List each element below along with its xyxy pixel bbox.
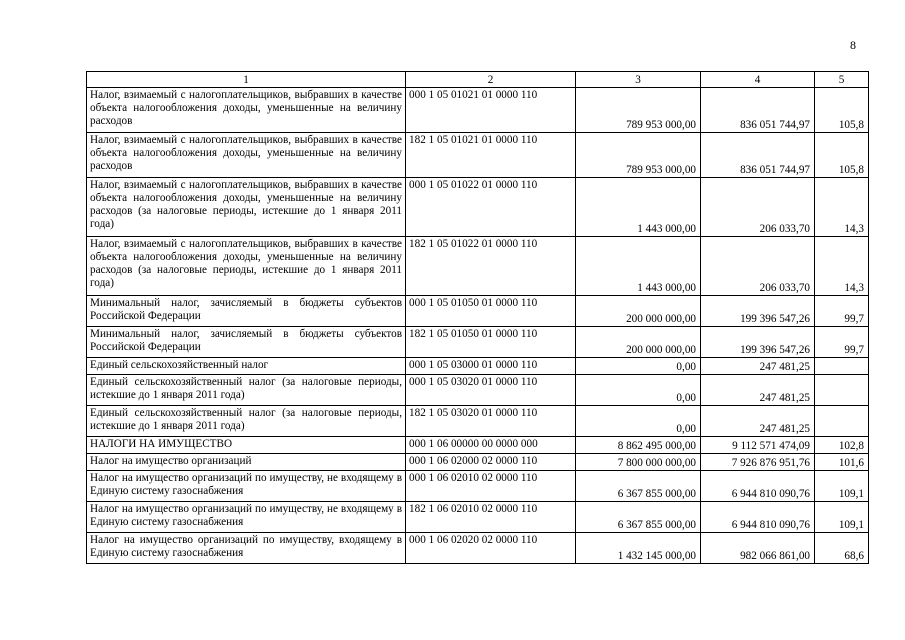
row-name-cell: Единый сельскохозяйственный налог [87, 358, 406, 375]
row-code-cell: 182 1 06 02010 02 0000 110 [406, 502, 576, 533]
table-row [87, 358, 869, 375]
row-name-cell: Налог на имущество организаций по имуществу, не входящему в Единую систему газоснабжения [87, 471, 406, 502]
page-number: 8 [850, 38, 856, 52]
table-header-row [87, 72, 869, 88]
table-row [87, 133, 869, 178]
row-actual-cell: 6 944 810 090,76 [701, 502, 815, 533]
row-actual-cell: 199 396 547,26 [701, 296, 815, 327]
row-percent-cell: 102,8 [815, 437, 869, 454]
row-name-cell: Налог на имущество организаций по имуществу, входящему в Единую систему газоснабжения [87, 533, 406, 564]
row-code-cell: 000 1 06 02020 02 0000 110 [406, 533, 576, 564]
row-percent-cell: 109,1 [815, 471, 869, 502]
row-code-cell: 000 1 05 03000 01 0000 110 [406, 358, 576, 375]
row-name-cell: Минимальный налог, зачисляемый в бюджеты субъектов Российской Федерации [87, 296, 406, 327]
row-plan-cell: 200 000 000,00 [576, 296, 701, 327]
row-name-cell: Налог на имущество организаций по имуществу, не входящему в Единую систему газоснабжения [87, 502, 406, 533]
table-row [87, 178, 869, 237]
row-percent-cell: 68,6 [815, 533, 869, 564]
row-code-cell: 000 1 05 01022 01 0000 110 [406, 178, 576, 237]
row-plan-cell: 1 432 145 000,00 [576, 533, 701, 564]
row-code-cell: 000 1 06 00000 00 0000 000 [406, 437, 576, 454]
row-percent-cell: 99,7 [815, 296, 869, 327]
row-plan-cell: 8 862 495 000,00 [576, 437, 701, 454]
row-plan-cell: 7 800 000 000,00 [576, 454, 701, 471]
table-row [87, 88, 869, 133]
row-actual-cell: 206 033,70 [701, 178, 815, 237]
row-actual-cell: 199 396 547,26 [701, 327, 815, 358]
table-row [87, 471, 869, 502]
row-percent-cell: 101,6 [815, 454, 869, 471]
column-header: 2 [406, 72, 576, 88]
row-plan-cell: 6 367 855 000,00 [576, 471, 701, 502]
row-code-cell: 182 1 05 01022 01 0000 110 [406, 237, 576, 296]
row-percent-cell [815, 406, 869, 437]
column-header: 3 [576, 72, 701, 88]
row-name-cell: Единый сельскохозяйственный налог (за налоговые периоды, истекшие до 1 января 2011 года) [87, 375, 406, 406]
row-code-cell: 000 1 05 03020 01 0000 110 [406, 375, 576, 406]
row-actual-cell: 836 051 744,97 [701, 133, 815, 178]
row-actual-cell: 247 481,25 [701, 375, 815, 406]
table-row [87, 375, 869, 406]
row-name-cell: НАЛОГИ НА ИМУЩЕСТВО [87, 437, 406, 454]
row-percent-cell [815, 375, 869, 406]
row-actual-cell: 7 926 876 951,76 [701, 454, 815, 471]
row-percent-cell: 14,3 [815, 237, 869, 296]
row-code-cell: 000 1 06 02000 02 0000 110 [406, 454, 576, 471]
row-percent-cell: 99,7 [815, 327, 869, 358]
row-plan-cell: 200 000 000,00 [576, 327, 701, 358]
table-row [87, 454, 869, 471]
row-plan-cell: 789 953 000,00 [576, 88, 701, 133]
row-name-cell: Налог, взимаемый с налогоплательщиков, выбравших в качестве объекта налогообложения доходы, уменьшенные на величину расходов (за налоговые периоды, истекшие до 1 января 2011 года) [87, 237, 406, 296]
row-plan-cell: 0,00 [576, 358, 701, 375]
table-row [87, 437, 869, 454]
row-code-cell: 182 1 05 01021 01 0000 110 [406, 133, 576, 178]
table-row [87, 502, 869, 533]
row-name-cell: Налог, взимаемый с налогоплательщиков, выбравших в качестве объекта налогообложения доходы, уменьшенные на величину расходов [87, 88, 406, 133]
table-row [87, 237, 869, 296]
table-row [87, 406, 869, 437]
row-actual-cell: 247 481,25 [701, 406, 815, 437]
row-name-cell: Налог, взимаемый с налогоплательщиков, выбравших в качестве объекта налогообложения доходы, уменьшенные на величину расходов [87, 133, 406, 178]
row-name-cell: Единый сельскохозяйственный налог (за налоговые периоды, истекшие до 1 января 2011 года) [87, 406, 406, 437]
row-code-cell: 182 1 05 03020 01 0000 110 [406, 406, 576, 437]
row-percent-cell [815, 358, 869, 375]
budget-table [86, 71, 869, 564]
row-code-cell: 000 1 06 02010 02 0000 110 [406, 471, 576, 502]
row-actual-cell: 9 112 571 474,09 [701, 437, 815, 454]
row-percent-cell: 105,8 [815, 88, 869, 133]
row-plan-cell: 6 367 855 000,00 [576, 502, 701, 533]
row-actual-cell: 982 066 861,00 [701, 533, 815, 564]
column-header: 5 [815, 72, 869, 88]
table-row [87, 533, 869, 564]
row-name-cell: Налог, взимаемый с налогоплательщиков, выбравших в качестве объекта налогообложения доходы, уменьшенные на величину расходов (за налоговые периоды, истекшие до 1 января 2011 года) [87, 178, 406, 237]
table-row [87, 296, 869, 327]
row-plan-cell: 1 443 000,00 [576, 237, 701, 296]
row-actual-cell: 6 944 810 090,76 [701, 471, 815, 502]
row-code-cell: 000 1 05 01050 01 0000 110 [406, 296, 576, 327]
row-name-cell: Налог на имущество организаций [87, 454, 406, 471]
row-plan-cell: 1 443 000,00 [576, 178, 701, 237]
row-percent-cell: 14,3 [815, 178, 869, 237]
row-percent-cell: 109,1 [815, 502, 869, 533]
row-plan-cell: 0,00 [576, 375, 701, 406]
row-actual-cell: 247 481,25 [701, 358, 815, 375]
row-actual-cell: 836 051 744,97 [701, 88, 815, 133]
row-code-cell: 000 1 05 01021 01 0000 110 [406, 88, 576, 133]
row-actual-cell: 206 033,70 [701, 237, 815, 296]
row-name-cell: Минимальный налог, зачисляемый в бюджеты субъектов Российской Федерации [87, 327, 406, 358]
row-percent-cell: 105,8 [815, 133, 869, 178]
row-plan-cell: 0,00 [576, 406, 701, 437]
column-header: 1 [87, 72, 406, 88]
row-plan-cell: 789 953 000,00 [576, 133, 701, 178]
table-row [87, 327, 869, 358]
table-body [87, 72, 869, 564]
column-header: 4 [701, 72, 815, 88]
row-code-cell: 182 1 05 01050 01 0000 110 [406, 327, 576, 358]
